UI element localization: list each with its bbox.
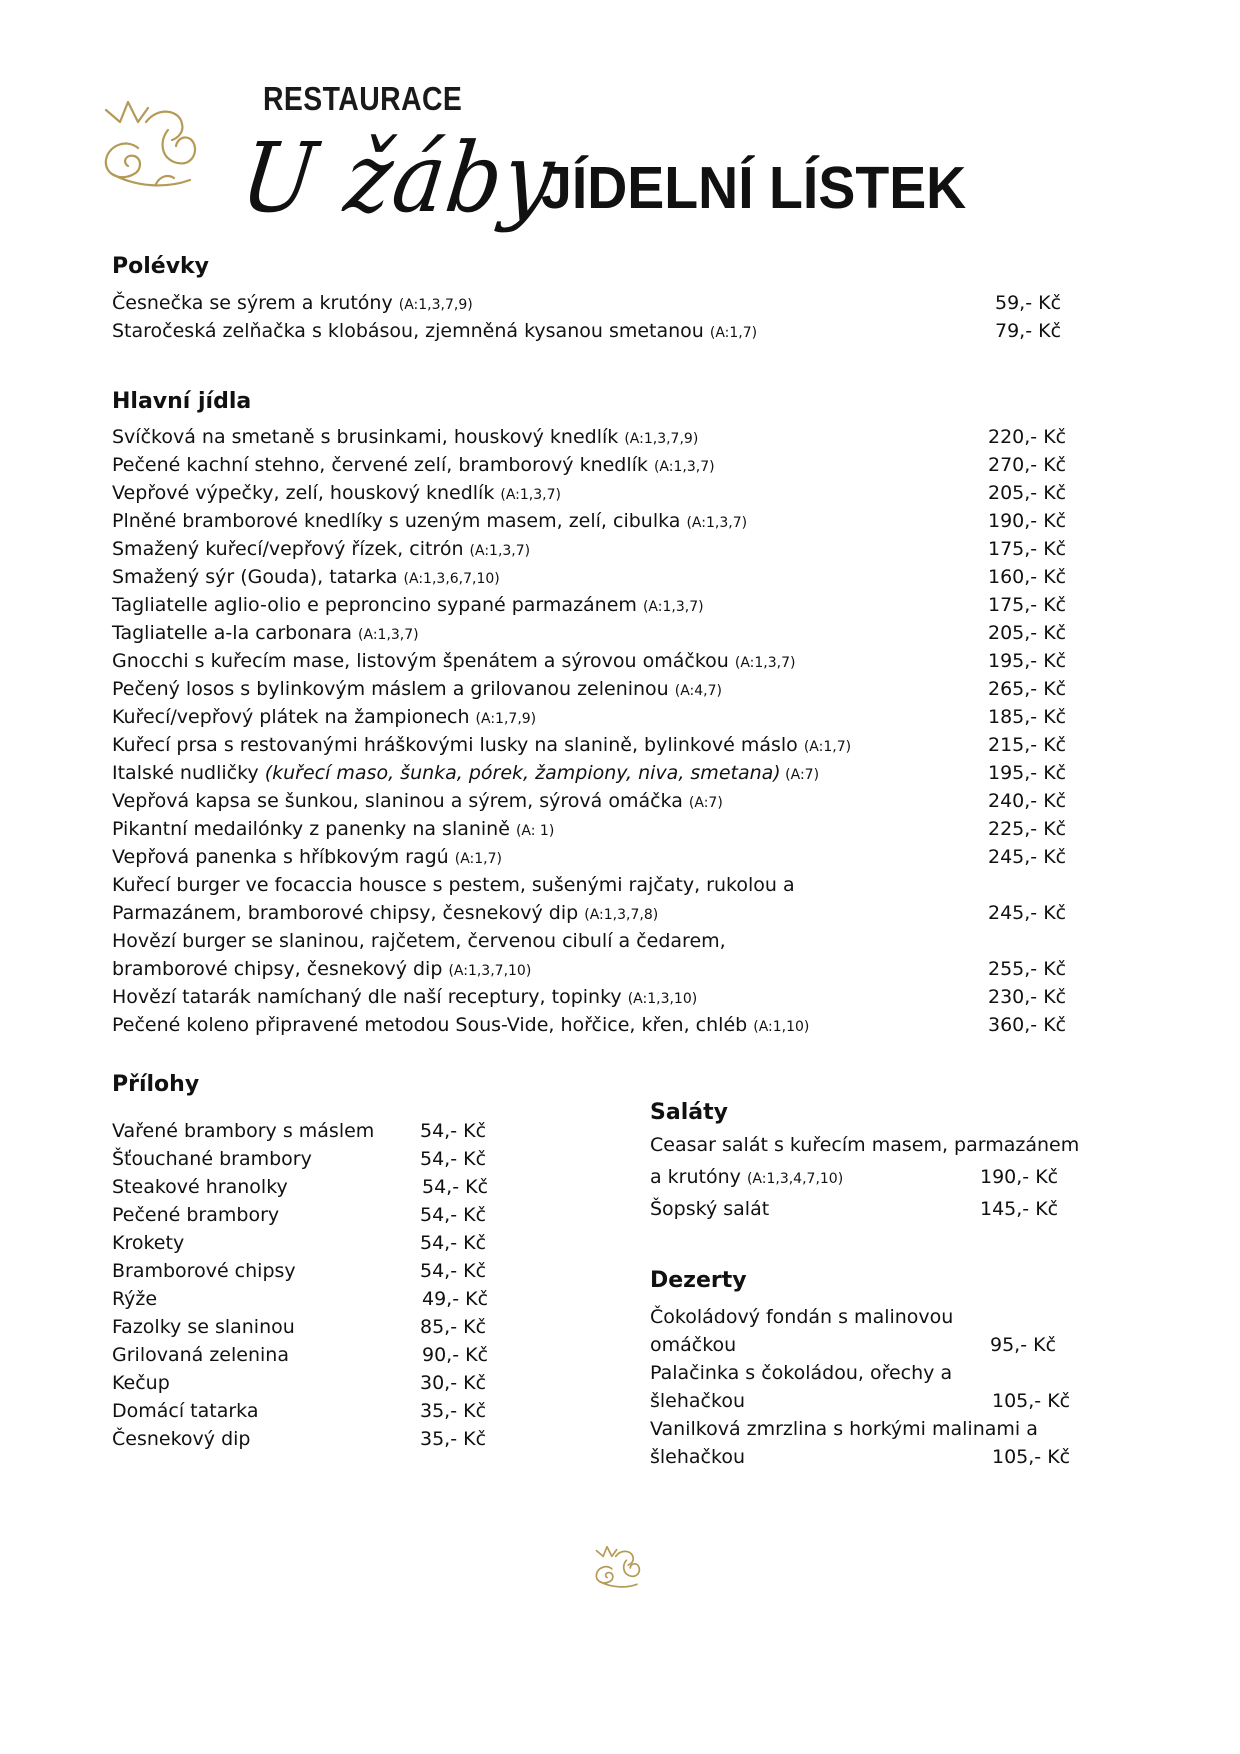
item-price: 245,- Kč: [988, 902, 1067, 924]
frog-crown-icon: [590, 1540, 652, 1592]
menu-item: [112, 423, 698, 453]
item-name: Kuřecí/vepřový plátek na žampionech: [112, 706, 476, 728]
menu-item: [112, 289, 473, 319]
item-allergens: (A:1,3,7): [642, 599, 704, 615]
item-price: 95,- Kč: [990, 1334, 1057, 1356]
side-item-name: Bramborové chipsy: [112, 1260, 296, 1282]
item-allergens: (A:1,3,7): [653, 459, 715, 475]
brand-name-top: RESTAURACE: [263, 80, 463, 117]
item-price: 185,- Kč: [988, 706, 1067, 728]
menu-item: [112, 647, 795, 677]
item-name: Pečený losos s bylinkovým máslem a grilovanou zeleninou: [112, 678, 675, 700]
item-price: 245,- Kč: [988, 846, 1067, 868]
item-name: bramborové chipsy, česnekový dip: [112, 958, 449, 980]
item-allergens: (A:4,7): [674, 683, 723, 699]
item-price: 79,- Kč: [995, 320, 1062, 342]
side-item-name: Domácí tatarka: [112, 1400, 259, 1422]
dessert-item-line: Vanilková zmrzlina s horkými malinami a: [650, 1418, 1038, 1440]
menu-item: [112, 317, 757, 347]
page-title: JÍDELNÍ LÍSTEK: [541, 155, 967, 221]
menu-item: [112, 843, 502, 873]
item-allergens: (A:1,3,10): [627, 991, 698, 1007]
dessert-item-name: šlehačkou: [650, 1446, 745, 1468]
side-item-price: 35,- Kč: [420, 1428, 487, 1450]
item-price: 205,- Kč: [988, 622, 1067, 644]
dessert-item-name: šlehačkou: [650, 1390, 745, 1412]
item-allergens: (A:1,3,4,7,10): [746, 1171, 844, 1187]
item-price: 145,- Kč: [980, 1198, 1059, 1220]
section-heading-polevky: Polévky: [112, 254, 210, 279]
menu-item: [112, 787, 723, 817]
item-name: Gnocchi s kuřecím mase, listovým špenátem a sýrovou omáčkou: [112, 650, 735, 672]
side-item-price: 54,- Kč: [420, 1204, 487, 1226]
item-allergens: (A:1,3,7): [469, 543, 531, 559]
side-item-price: 90,- Kč: [422, 1344, 489, 1366]
salad-item-line: Ceasar salát s kuřecím masem, parmazánem: [650, 1134, 1080, 1156]
item-name: Pečené kachní stehno, červené zelí, bramborový knedlík: [112, 454, 654, 476]
item-price: 225,- Kč: [988, 818, 1067, 840]
section-heading-salaty: Saláty: [650, 1100, 728, 1125]
side-item-name: Šťouchané brambory: [112, 1148, 312, 1170]
menu-item: [112, 563, 500, 593]
side-item-price: 54,- Kč: [420, 1260, 487, 1282]
item-allergens: (A:1,7): [454, 851, 503, 867]
side-item-name: Pečené brambory: [112, 1204, 280, 1226]
menu-item: [112, 731, 851, 761]
item-name: a krutóny: [650, 1166, 747, 1188]
item-allergens: (A:1,3,7): [734, 655, 796, 671]
salad-item: [650, 1163, 843, 1193]
item-name: Svíčková na smetaně s brusinkami, houskový knedlík: [112, 426, 625, 448]
side-item-price: 85,- Kč: [420, 1316, 487, 1338]
item-price: 105,- Kč: [992, 1390, 1071, 1412]
item-price: 160,- Kč: [988, 566, 1067, 588]
item-allergens: (A:1,3,7): [500, 487, 561, 503]
menu-item: [112, 1011, 809, 1041]
menu-item-line: Hovězí burger se slaninou, rajčetem, červenou cibulí a čedarem,: [112, 930, 726, 952]
menu-item: [112, 899, 658, 929]
item-allergens: (A:1,7,9): [475, 711, 537, 727]
side-item-name: Rýže: [112, 1288, 158, 1310]
item-name: Parmazánem, bramborové chipsy, česnekový dip: [112, 902, 585, 924]
item-allergens: (A:1,3,7,9): [398, 297, 473, 313]
item-price: 240,- Kč: [988, 790, 1067, 812]
side-item-name: Steakové hranolky: [112, 1176, 288, 1198]
brand-name-script: U žáby: [235, 122, 562, 234]
menu-item: [112, 479, 561, 509]
side-item-name: Kečup: [112, 1372, 170, 1394]
side-item-price: 35,- Kč: [420, 1400, 487, 1422]
item-allergens: (A:1,10): [753, 1019, 810, 1035]
side-item-name: Vařené brambory s máslem: [112, 1120, 375, 1142]
item-name: Vepřová panenka s hříbkovým ragú: [112, 846, 455, 868]
item-price: 270,- Kč: [988, 454, 1067, 476]
section-heading-dezerty: Dezerty: [650, 1268, 747, 1293]
item-name: Vepřové výpečky, zelí, houskový knedlík: [112, 482, 501, 504]
item-name: Tagliatelle aglio-olio e peproncino sypané parmazánem: [112, 594, 643, 616]
side-item-price: 30,- Kč: [420, 1372, 487, 1394]
menu-item: [112, 703, 536, 733]
item-allergens: (A:7): [780, 767, 820, 783]
side-item-price: 54,- Kč: [422, 1176, 489, 1198]
item-price: 215,- Kč: [988, 734, 1067, 756]
item-name: Plněné bramborové knedlíky s uzeným masem, zelí, cibulka: [112, 510, 687, 532]
side-item-price: 49,- Kč: [422, 1288, 489, 1310]
item-price: 255,- Kč: [988, 958, 1067, 980]
item-price: 195,- Kč: [988, 762, 1067, 784]
side-item-name: Fazolky se slaninou: [112, 1316, 295, 1338]
item-price: 265,- Kč: [988, 678, 1067, 700]
item-allergens: (A:1,3,7): [686, 515, 748, 531]
item-price: 205,- Kč: [988, 482, 1067, 504]
dessert-item-line: Palačinka s čokoládou, ořechy a: [650, 1362, 953, 1384]
item-price: 220,- Kč: [988, 426, 1067, 448]
menu-item: [112, 619, 419, 649]
item-price: 195,- Kč: [988, 650, 1067, 672]
item-allergens: (A:7): [688, 795, 723, 811]
item-allergens: (A: 1): [515, 823, 555, 839]
section-heading-prilohy: Přílohy: [112, 1072, 200, 1097]
frog-crown-icon: [98, 88, 216, 196]
item-allergens: (A:1,3,6,7,10): [403, 571, 500, 587]
menu-item: [112, 675, 722, 705]
item-price: 190,- Kč: [988, 510, 1067, 532]
item-name: Tagliatelle a-la carbonara: [112, 622, 359, 644]
menu-item: [112, 535, 530, 565]
item-allergens: (A:1,7): [803, 739, 852, 755]
item-allergens: (A:1,3,7,10): [448, 963, 532, 979]
dessert-item-name: omáčkou: [650, 1334, 737, 1356]
item-name: Italské nudličky: [112, 762, 265, 784]
item-price: 190,- Kč: [980, 1166, 1059, 1188]
dessert-item-line: Čokoládový fondán s malinovou: [650, 1306, 954, 1328]
menu-item: [112, 507, 747, 537]
item-price: 175,- Kč: [988, 594, 1067, 616]
item-allergens: (A:1,3,7,8): [584, 907, 659, 923]
item-name: Pikantní medailónky z panenky na slanině: [112, 818, 516, 840]
menu-item: [112, 591, 704, 621]
item-price: 175,- Kč: [988, 538, 1067, 560]
item-name: Staročeská zelňačka s klobásou, zjemněná kysanou smetanou: [112, 320, 710, 342]
menu-item: [112, 815, 554, 845]
salad-item-name: Šopský salát: [650, 1198, 770, 1220]
menu-item-line: Kuřecí burger ve focaccia housce s pestem, sušenými rajčaty, rukolou a: [112, 874, 795, 896]
item-allergens: (A:1,7): [709, 325, 758, 341]
item-name: Kuřecí prsa s restovanými hráškovými lusky na slanině, bylinkové máslo: [112, 734, 804, 756]
item-description: (kuřecí maso, šunka, pórek, žampiony, niva, smetana): [264, 762, 781, 784]
side-item-name: Krokety: [112, 1232, 185, 1254]
side-item-price: 54,- Kč: [420, 1148, 487, 1170]
section-heading-hlavni-jidla: Hlavní jídla: [112, 389, 252, 414]
item-name: Smažený sýr (Gouda), tatarka: [112, 566, 404, 588]
menu-item: [112, 759, 819, 789]
item-name: Vepřová kapsa se šunkou, slaninou a sýrem, sýrová omáčka: [112, 790, 689, 812]
menu-item: [112, 983, 697, 1013]
item-name: Česnečka se sýrem a krutóny: [112, 292, 399, 314]
item-price: 230,- Kč: [988, 986, 1067, 1008]
item-price: 105,- Kč: [992, 1446, 1071, 1468]
item-name: Smažený kuřecí/vepřový řízek, citrón: [112, 538, 470, 560]
item-name: Pečené koleno připravené metodou Sous-Vide, hořčice, křen, chléb: [112, 1014, 754, 1036]
menu-item: [112, 451, 715, 481]
item-allergens: (A:1,3,7,9): [624, 431, 699, 447]
item-allergens: (A:1,3,7): [358, 627, 419, 643]
side-item-price: 54,- Kč: [420, 1232, 487, 1254]
side-item-price: 54,- Kč: [420, 1120, 487, 1142]
side-item-name: Grilovaná zelenina: [112, 1344, 289, 1366]
side-item-name: Česnekový dip: [112, 1428, 251, 1450]
item-name: Hovězí tatarák namíchaný dle naší receptury, topinky: [112, 986, 628, 1008]
menu-item: [112, 955, 531, 985]
item-price: 360,- Kč: [988, 1014, 1067, 1036]
item-price: 59,- Kč: [995, 292, 1062, 314]
